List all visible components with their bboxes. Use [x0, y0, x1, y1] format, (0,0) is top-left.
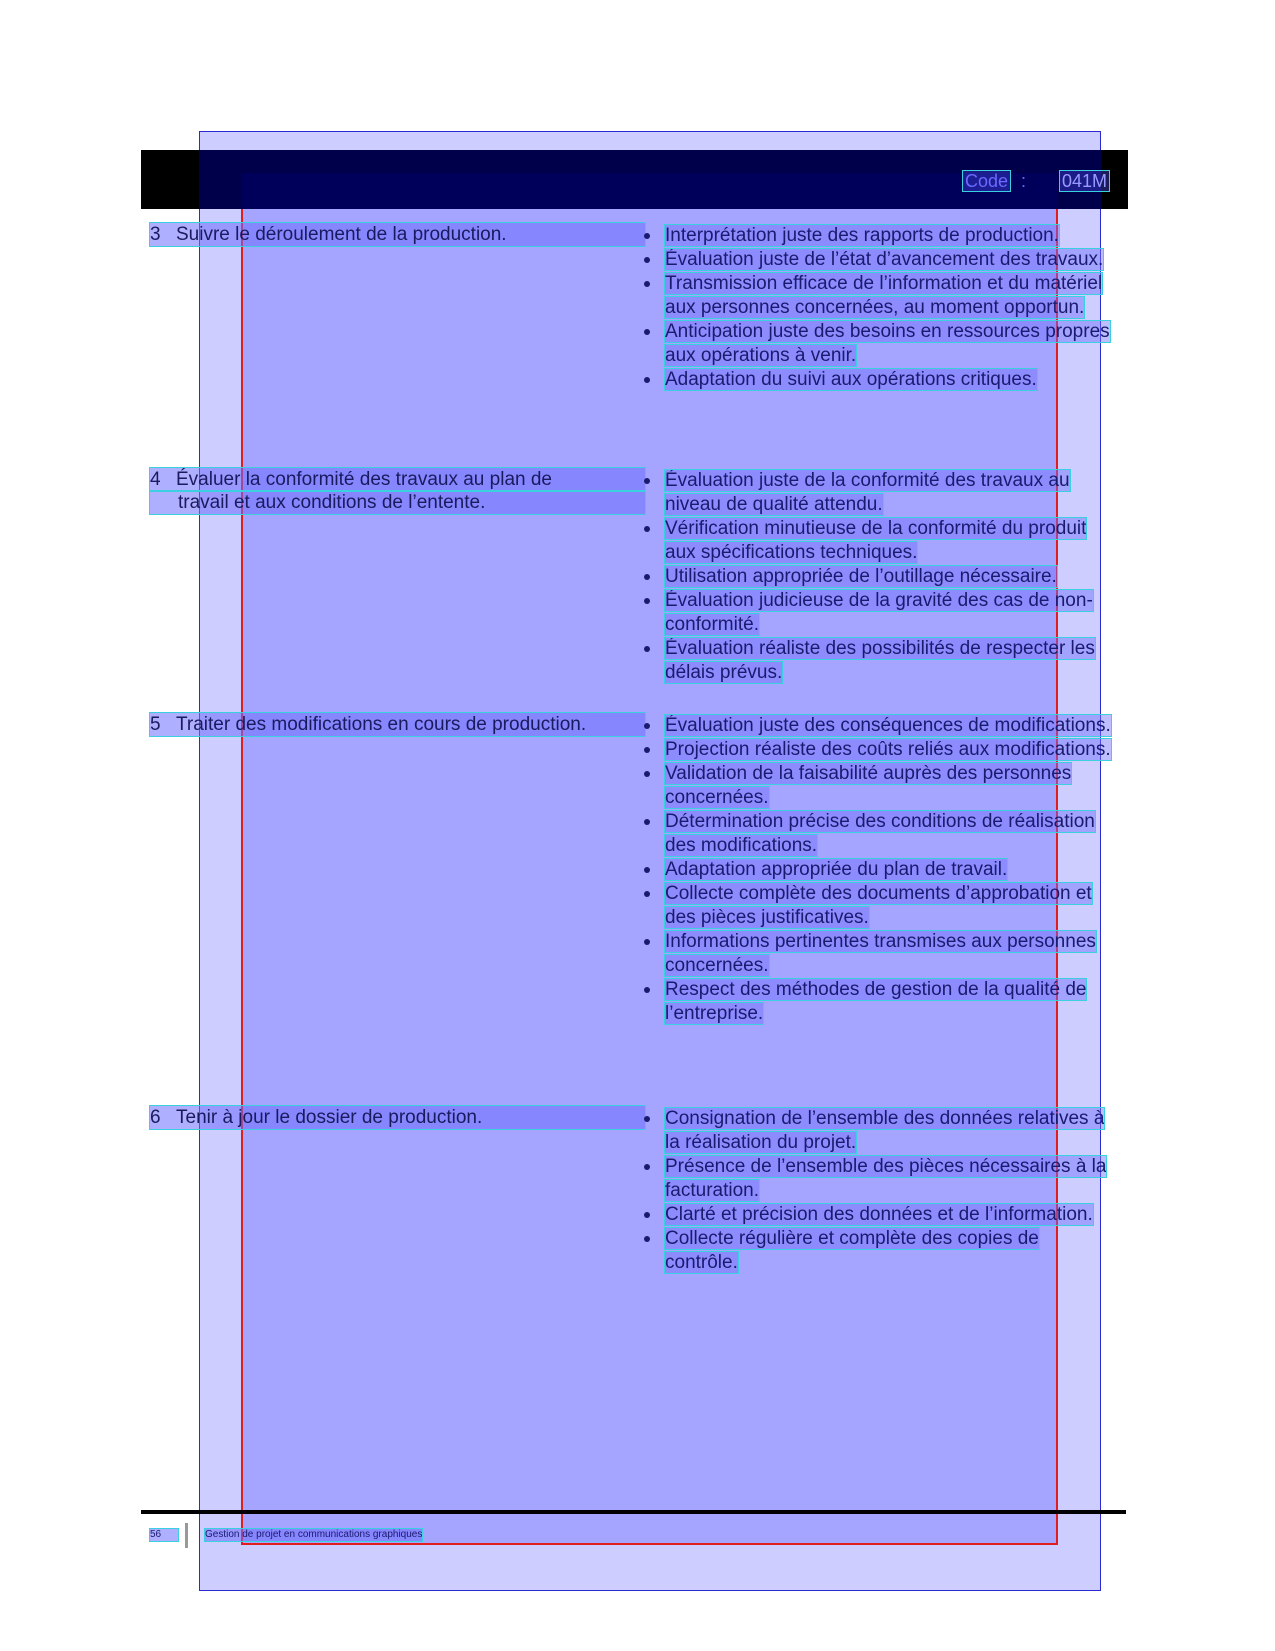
- criterion-item: Collecte régulière et complète des copies de contrôle.: [642, 1227, 1112, 1275]
- task-5: [150, 713, 645, 736]
- criterion-item: Collecte complète des documents d’approbation et des pièces justificatives.: [642, 882, 1112, 930]
- criterion-item: Informations pertinentes transmises aux personnes concernées.: [642, 930, 1112, 978]
- bullet-icon: [644, 377, 650, 383]
- footer-separator: [185, 1523, 188, 1548]
- bullet-icon: [644, 771, 650, 777]
- bullet-icon: [644, 939, 650, 945]
- bullet-icon: [644, 867, 650, 873]
- bullet-icon: [644, 1212, 650, 1218]
- code-value: 041M: [1062, 171, 1108, 191]
- task-text-continued: travail et aux conditions de l’entente.: [150, 491, 645, 514]
- code-label: Code: [965, 171, 1009, 191]
- bullet-icon: [644, 281, 650, 287]
- criterion-item: Évaluation judicieuse de la gravité des cas de non-conformité.: [642, 589, 1112, 637]
- criterion-item: Consignation de l’ensemble des données relatives à la réalisation du projet.: [642, 1107, 1112, 1155]
- criterion-item: Adaptation du suivi aux opérations critiques.: [642, 368, 1112, 392]
- bullet-icon: [644, 1116, 650, 1122]
- header-bar-inner-overlay: [241, 173, 1058, 209]
- criterion-item: Validation de la faisabilité auprès des personnes concernées.: [642, 762, 1112, 810]
- criteria-list-3: [642, 224, 1112, 392]
- bullet-icon: [644, 478, 650, 484]
- task-text: Traiter des modifications en cours de production.: [176, 714, 587, 735]
- task-text: Suivre le déroulement de la production.: [176, 224, 507, 245]
- code-separator: :: [1021, 171, 1027, 191]
- task-text: Tenir à jour le dossier de production.: [176, 1107, 483, 1128]
- bullet-icon: [644, 257, 650, 263]
- document-title: Gestion de projet en communications graphiques: [205, 1529, 423, 1540]
- bullet-icon: [644, 526, 650, 532]
- task-number: 6: [150, 1107, 161, 1128]
- bullet-icon: [644, 1236, 650, 1242]
- criterion-item: Vérification minutieuse de la conformité du produit aux spécifications techniques.: [642, 517, 1112, 565]
- criterion-item: Transmission efficace de l’information et du matériel aux personnes concernées, au moment opportun.: [642, 272, 1112, 320]
- bullet-icon: [644, 987, 650, 993]
- bullet-icon: [644, 598, 650, 604]
- criterion-item: Évaluation juste de la conformité des travaux au niveau de qualité attendu.: [642, 469, 1112, 517]
- criteria-list-4: [642, 469, 1112, 685]
- criterion-item: Évaluation réaliste des possibilités de respecter les délais prévus.: [642, 637, 1112, 685]
- criterion-item: Détermination précise des conditions de réalisation des modifications.: [642, 810, 1112, 858]
- bullet-icon: [644, 574, 650, 580]
- page-number: 56: [150, 1529, 178, 1541]
- bullet-icon: [644, 891, 650, 897]
- criterion-item: Clarté et précision des données et de l’information.: [642, 1203, 1112, 1227]
- bullet-icon: [644, 646, 650, 652]
- bullet-icon: [644, 233, 650, 239]
- task-3: [150, 223, 645, 246]
- criteria-list-6: [642, 1107, 1112, 1275]
- bullet-icon: [644, 723, 650, 729]
- criterion-item: Projection réaliste des coûts reliés aux modifications.: [642, 738, 1112, 762]
- footer-rule: [141, 1510, 1126, 1514]
- criteria-list-5: [642, 714, 1112, 1026]
- criterion-item: Utilisation appropriée de l’outillage nécessaire.: [642, 565, 1112, 589]
- task-number: 4: [150, 469, 161, 490]
- task-6: [150, 1106, 645, 1129]
- bullet-icon: [644, 1164, 650, 1170]
- task-number: 3: [150, 224, 161, 245]
- criterion-item: Anticipation juste des besoins en ressources propres aux opérations à venir.: [642, 320, 1112, 368]
- bullet-icon: [644, 747, 650, 753]
- criterion-item: Respect des méthodes de gestion de la qualité de l’entreprise.: [642, 978, 1112, 1026]
- bullet-icon: [644, 819, 650, 825]
- criterion-item: Interprétation juste des rapports de production.: [642, 224, 1112, 248]
- task-text: Évaluer la conformité des travaux au plan de: [176, 469, 552, 490]
- criterion-item: Évaluation juste de l’état d’avancement des travaux.: [642, 248, 1112, 272]
- task-number: 5: [150, 714, 161, 735]
- task-4: [150, 468, 645, 514]
- criterion-item: Présence de l’ensemble des pièces nécessaires à la facturation.: [642, 1155, 1112, 1203]
- bullet-icon: [644, 329, 650, 335]
- criterion-item: Évaluation juste des conséquences de modifications.: [642, 714, 1112, 738]
- criterion-item: Adaptation appropriée du plan de travail.: [642, 858, 1112, 882]
